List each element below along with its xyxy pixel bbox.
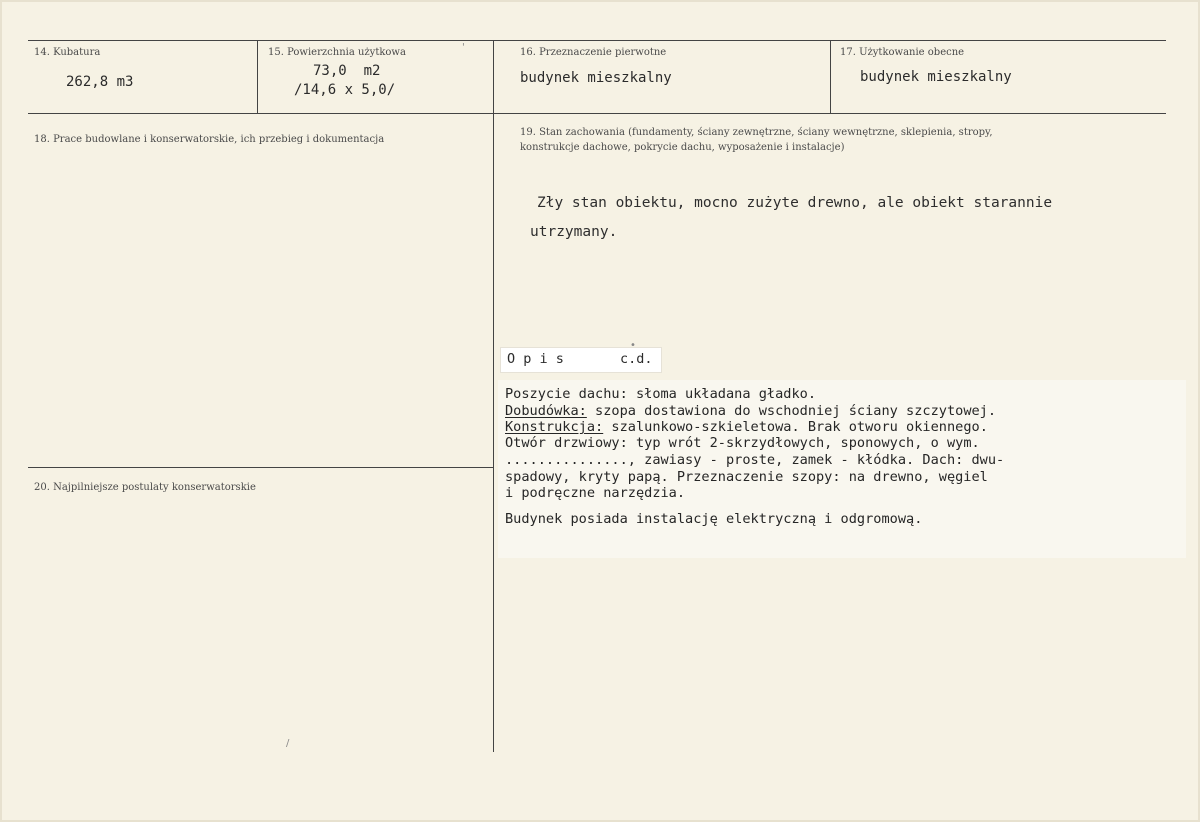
stan-label-line1: 19. Stan zachowania (fundamenty, ściany zewnętrzne, ściany wewnętrzne, sklepienia, stropy,	[520, 127, 993, 138]
opis-line	[505, 435, 980, 451]
stan-label-line2: konstrukcje dachowe, pokrycie dachu, wyposażenie i instalacje)	[520, 142, 845, 153]
opis-line-text: spadowy, kryty papą. Przeznaczenie szopy: na drewno, węgiel	[505, 469, 988, 485]
powierzchnia-label: 15. Powierzchnia użytkowa	[268, 47, 406, 58]
left-divider	[28, 467, 494, 468]
opis-line	[505, 419, 988, 435]
opis-line-text: słoma układana gładko.	[627, 386, 817, 402]
top-border	[28, 40, 1166, 41]
przeznaczenie-label: 16. Przeznaczenie pierwotne	[520, 47, 667, 58]
kubatura-label: 14. Kubatura	[34, 47, 101, 58]
opis-line	[505, 485, 685, 501]
stan-text-line1: Zły stan obiektu, mocno zużyte drewno, ale obiekt starannie	[537, 195, 1053, 211]
uzytkowanie-value: budynek mieszkalny	[860, 69, 1012, 85]
uzytkowanie-label: 17. Użytkowanie obecne	[840, 47, 965, 58]
opis-heading: O p i s	[507, 351, 564, 367]
stan-text-line2: utrzymany.	[530, 224, 618, 240]
opis-line	[505, 511, 922, 527]
paper-speck: /	[286, 738, 290, 749]
opis-line	[505, 469, 988, 485]
col-divider-1	[257, 40, 258, 113]
col-divider-3	[830, 40, 831, 113]
opis-line	[505, 452, 1004, 468]
opis-cd: c.d.	[620, 351, 653, 367]
prace-label: 18. Prace budowlane i konserwatorskie, ich przebieg i dokumentacja	[34, 134, 385, 145]
opis-line-text: Budynek posiada instalację elektryczną i odgromową.	[505, 511, 923, 527]
row1-bottom-border	[28, 113, 1166, 114]
przeznaczenie-value: budynek mieszkalny	[520, 70, 672, 86]
opis-line-text: typ wrót 2-skrzydłowych, sponowych, o wym.	[627, 435, 980, 451]
postulaty-label: 20. Najpilniejsze postulaty konserwatorskie	[34, 482, 256, 493]
kubatura-value: 262,8 m3	[66, 74, 134, 90]
opis-line-lead: Konstrukcja:	[505, 419, 604, 435]
opis-line-text: szalunkowo-szkieletowa. Brak otworu okiennego.	[603, 419, 988, 435]
opis-line-lead: Poszycie dachu:	[505, 386, 628, 402]
paper-speck: '	[462, 42, 465, 53]
opis-line-text: i podręczne narzędzia.	[505, 485, 686, 501]
opis-line-lead: Otwór drzwiowy:	[505, 435, 628, 451]
powierzchnia-value-line1: 73,0 m2	[313, 63, 381, 79]
col-divider-main	[493, 40, 494, 752]
opis-line-lead: Dobudówka:	[505, 403, 587, 419]
powierzchnia-value-line2: /14,6 x 5,0/	[294, 82, 396, 98]
paper-speck: •	[630, 340, 636, 351]
opis-line	[505, 403, 996, 419]
opis-line-text: szopa dostawiona do wschodniej ściany szczytowej.	[586, 403, 997, 419]
opis-line-text: ..............., zawiasy - proste, zamek - kłódka. Dach: dwu-	[505, 452, 1005, 468]
opis-line	[505, 386, 816, 402]
